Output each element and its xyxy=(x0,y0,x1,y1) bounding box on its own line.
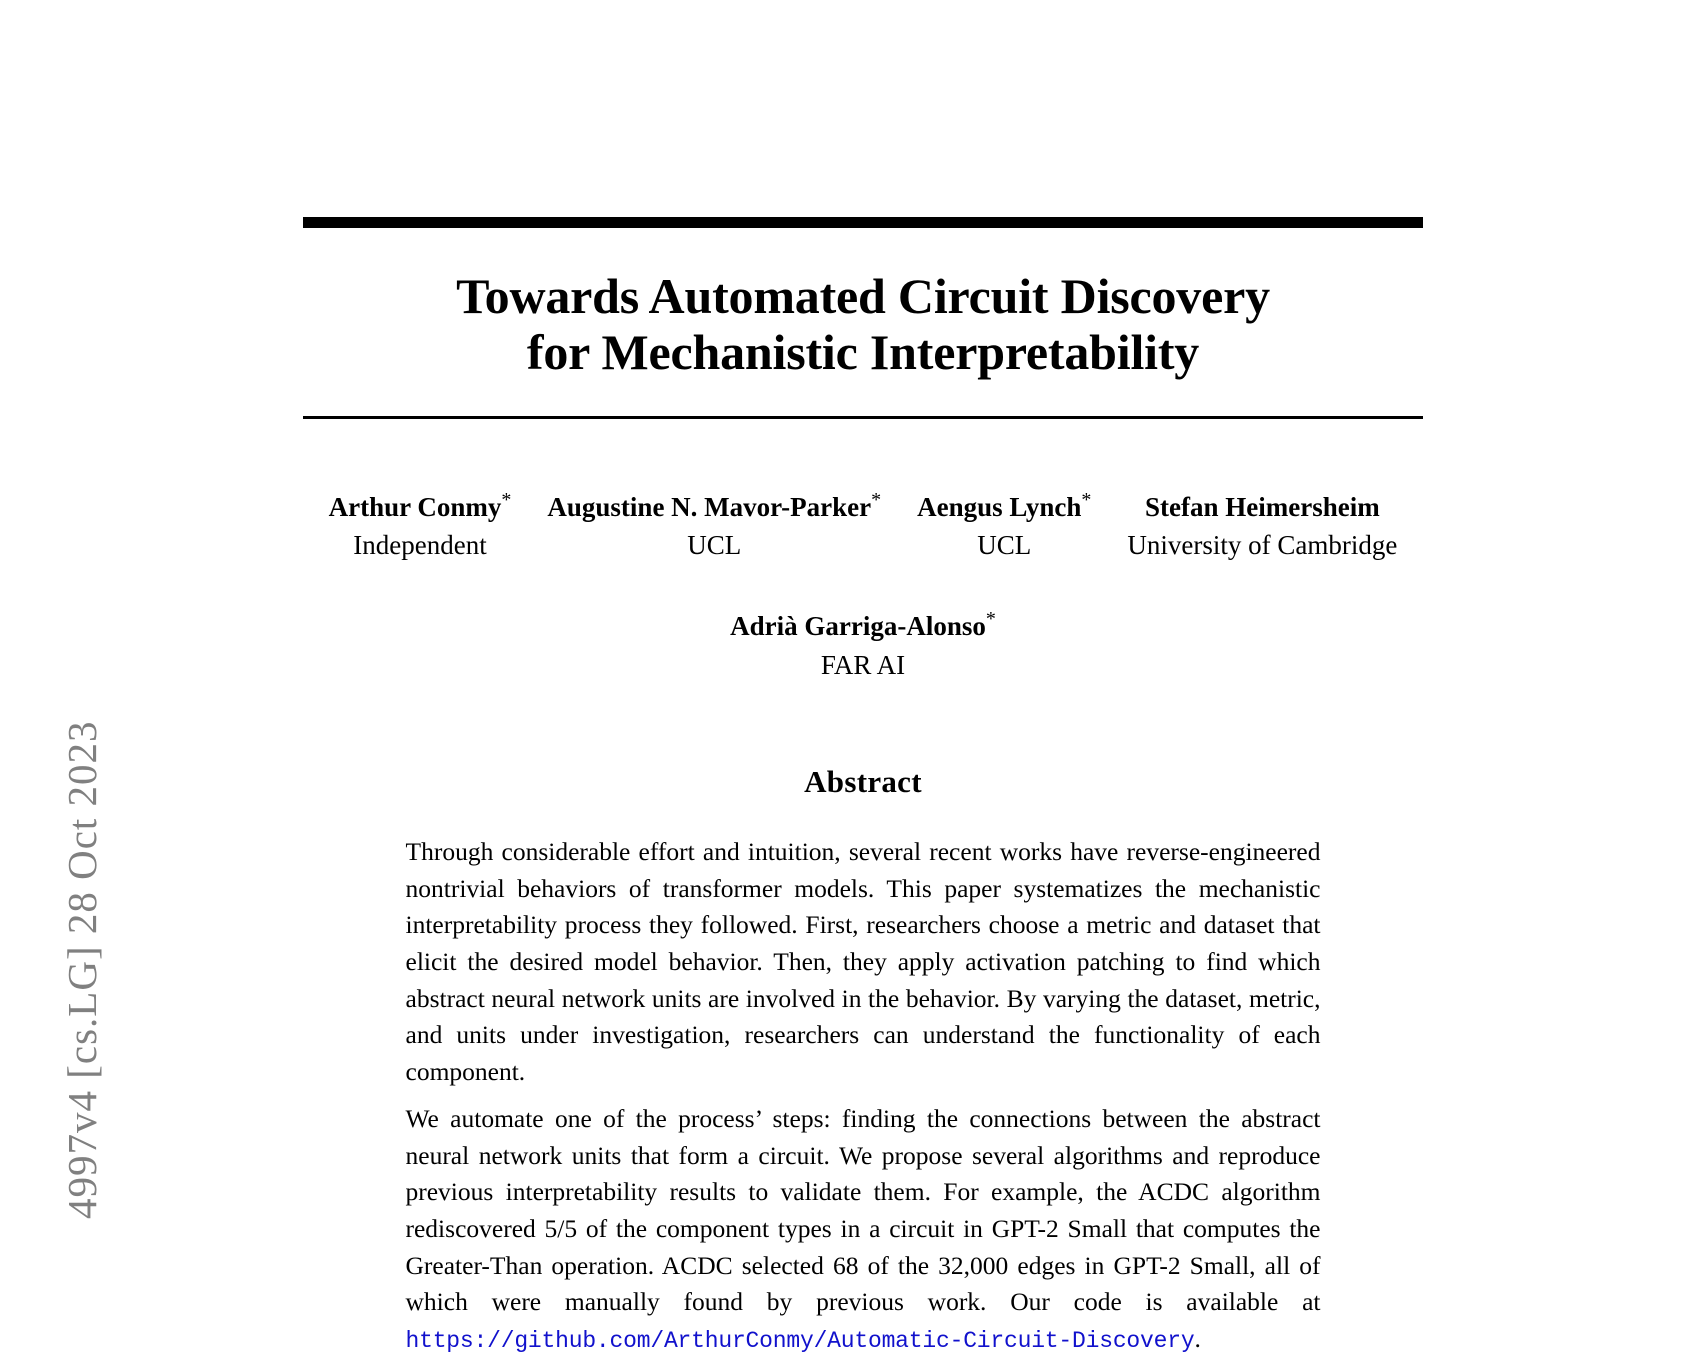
author-name-text: Augustine N. Mavor-Parker xyxy=(547,492,872,522)
author-block xyxy=(303,491,1423,682)
page-title xyxy=(303,268,1423,380)
abstract-body xyxy=(406,834,1321,1358)
arxiv-identifier-stamp: 4997v4 [cs.LG] 28 Oct 2023 xyxy=(59,720,105,1219)
author-affiliation: UCL xyxy=(977,530,1032,561)
author-affiliation: Independent xyxy=(353,530,487,561)
author-footnote-marker: * xyxy=(871,489,882,511)
abstract-paragraph-2-tail: . xyxy=(1194,1323,1201,1353)
author-name xyxy=(917,491,1091,523)
author-entry xyxy=(899,491,1109,563)
author-affiliation: FAR AI xyxy=(820,649,906,680)
author-footnote-marker: * xyxy=(501,489,512,511)
author-entry xyxy=(311,491,530,563)
author-name xyxy=(730,610,996,642)
author-affiliation: UCL xyxy=(687,530,742,561)
author-name-text: Adrià Garriga-Alonso xyxy=(730,611,986,642)
author-row-primary xyxy=(303,491,1423,563)
abstract-paragraph-2-text: We automate one of the process’ steps: finding the connections between the abstract neural network units that form a circuit. We propose several algorithms and reproduce previous interpretability results to validate them. For example, the ACDC algorithm rediscovered 5/5 of the component types in a circuit in GPT-2 Small that computes the Greater-Than operation. ACDC selected 68 of the 32,000 edges in GPT-2 Small, all of which were manually found by previous work. Our code is available at xyxy=(405,1104,1321,1317)
author-affiliation: University of Cambridge xyxy=(1127,530,1398,561)
abstract-paragraph-1: Through considerable effort and intuition, several recent works have reverse-engineered nontrivial behaviors of transformer models. This paper systematizes the mechanistic interpretability process they followed. First, researchers choose a metric and dataset that elicit the desired model behavior. Then, they apply activation patching to find which abstract neural network units are involved in the behavior. By varying the dataset, metric, and units under investigation, researchers can understand the functionality of each component. xyxy=(405,837,1321,1086)
title-line-2: for Mechanistic Interpretability xyxy=(526,324,1200,380)
author-row-secondary xyxy=(303,610,1423,682)
author-name xyxy=(329,491,512,523)
title-line-1: Towards Automated Circuit Discovery xyxy=(456,268,1270,324)
author-name xyxy=(547,491,881,523)
author-entry xyxy=(712,610,1014,682)
abstract-section xyxy=(303,764,1423,1358)
author-name-text: Stefan Heimersheim xyxy=(1145,492,1380,522)
author-entry xyxy=(1109,491,1415,563)
abstract-heading: Abstract xyxy=(804,764,922,800)
author-name xyxy=(1127,491,1397,523)
author-footnote-marker: * xyxy=(1081,489,1092,511)
title-bottom-rule xyxy=(303,416,1423,419)
code-repository-link[interactable]: https://github.com/ArthurConmy/Automatic-Circuit-Discovery xyxy=(405,1327,1195,1354)
abstract-paragraph-2 xyxy=(406,1101,1321,1357)
author-name-text: Aengus Lynch xyxy=(917,492,1082,522)
author-entry xyxy=(529,491,899,563)
title-top-rule xyxy=(303,217,1423,228)
author-footnote-marker: * xyxy=(985,608,996,631)
paper-content-column xyxy=(303,0,1423,1360)
author-name-text: Arthur Conmy xyxy=(328,492,502,522)
